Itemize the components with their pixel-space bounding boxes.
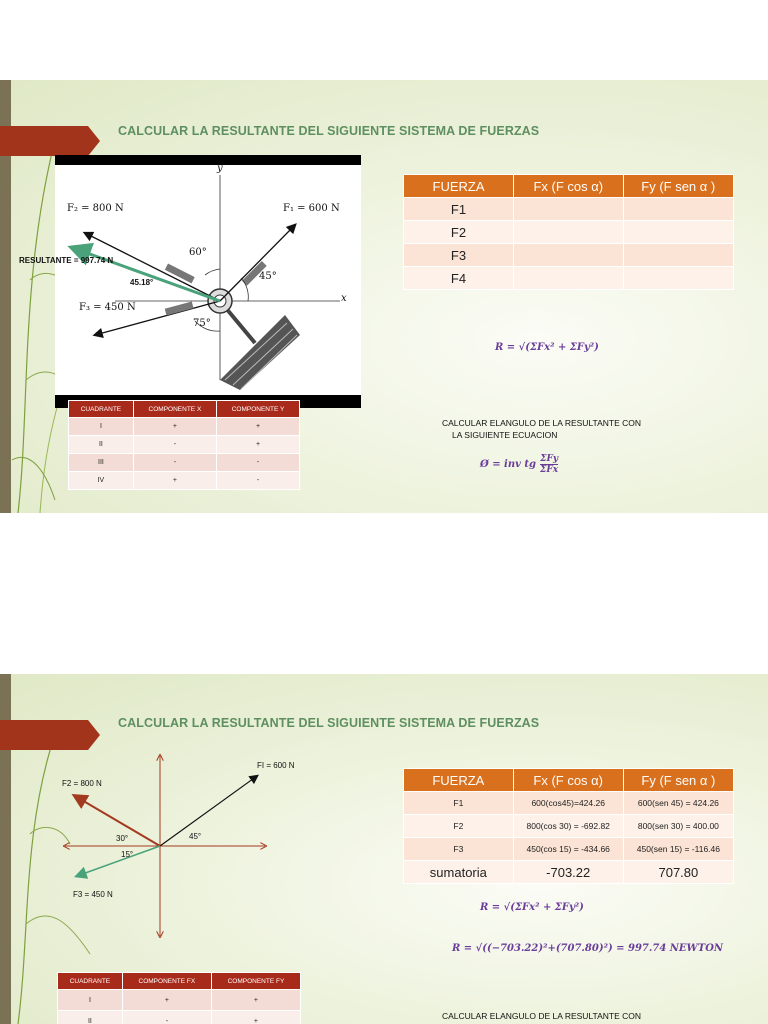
cell-sum-fx: -703.22: [513, 861, 623, 884]
header-componente-fx: COMPONENTE FX: [122, 973, 211, 990]
cell-fx: [514, 267, 623, 290]
f3-vector: [77, 846, 160, 876]
f1-label: F₁ = 600 N: [283, 203, 340, 214]
cell-quadrant: III: [69, 454, 134, 472]
angle-note-line-1: CALCULAR ELANGULO DE LA RESULTANTE CON: [442, 1011, 642, 1021]
header-fuerza: FUERZA: [404, 175, 514, 198]
resultant-formula: R = √(ΣFx² + ΣFy²): [480, 902, 584, 913]
cell-sign-x: -: [133, 454, 216, 472]
table-row: [404, 244, 734, 267]
cell-sign-x: +: [133, 418, 216, 436]
header-cuadrante: CUADRANTE: [69, 401, 134, 418]
quadrant-table-header: [69, 401, 300, 418]
f3-label: F₃ = 450 N: [79, 302, 136, 313]
table-row: [404, 838, 734, 861]
resultant-label: RESULTANTE = 997.74 N: [19, 256, 114, 265]
cell-quadrant: II: [69, 436, 134, 454]
table-row: [404, 815, 734, 838]
f1-vector: [220, 225, 295, 301]
cell-fuerza: F4: [404, 267, 514, 290]
cell-sign-x: +: [133, 472, 216, 490]
resultant-calculation: R = √((−703.22)²+(707.80)²) = 997.74 NEWTON: [452, 943, 724, 954]
angle-60-label: 60°: [189, 247, 207, 258]
header-fx: Fx (F cos α): [513, 769, 623, 792]
cell-sum-label: sumatoria: [404, 861, 514, 884]
turnbuckle-f3: [165, 301, 194, 315]
cell-sign-y: -: [217, 472, 300, 490]
angle-formula-fraction: [540, 454, 558, 475]
quadrant-table: [68, 400, 300, 490]
header-componente-y: COMPONENTE Y: [217, 401, 300, 418]
cell-fy: 800(sen 30) = 400.00: [623, 815, 733, 838]
cell-fuerza: F3: [404, 244, 514, 267]
cell-fuerza: F2: [404, 221, 514, 244]
sum-row: [404, 861, 734, 884]
angle-formula-lhs: Ø = inv tg: [480, 459, 537, 470]
cell-sign-x: -: [133, 436, 216, 454]
f1-vector: [160, 776, 257, 846]
header-componente-x: COMPONENTE X: [133, 401, 216, 418]
angle-45-label: 45°: [259, 271, 277, 282]
header-fy: Fy (F sen α ): [623, 175, 734, 198]
vector-diagram: [55, 746, 315, 946]
f2-vector: [85, 233, 220, 301]
cell-fuerza: F1: [404, 198, 514, 221]
f2-label: F₂ = 800 N: [67, 203, 124, 214]
cell-quadrant: II: [58, 1011, 123, 1024]
resultant-formula: R = √(ΣFx² + ΣFy²): [495, 342, 599, 353]
cell-sign-y: +: [217, 418, 300, 436]
cell-quadrant: I: [69, 418, 134, 436]
table-row: [58, 990, 301, 1011]
f3-label: F3 = 450 N: [73, 890, 113, 899]
cell-fx: [514, 198, 623, 221]
force-diagram: [55, 155, 361, 408]
force-table: [403, 174, 734, 290]
header-fx: Fx (F cos α): [514, 175, 623, 198]
cell-fuerza: F2: [404, 815, 514, 838]
table-row: [69, 472, 300, 490]
cell-sign-x: -: [122, 1011, 211, 1024]
table-row: [58, 1011, 301, 1024]
table-row: [69, 436, 300, 454]
cell-fy: 600(sen 45) = 424.26: [623, 792, 733, 815]
angle-75-label: 75°: [193, 318, 211, 329]
cell-fx: 800(cos 30) = -692.82: [513, 815, 623, 838]
y-axis-label: y: [217, 163, 223, 174]
force-table-header: [404, 175, 734, 198]
slide-2: [0, 674, 768, 1024]
support-block: [220, 315, 300, 390]
force-table-header: [404, 769, 734, 792]
quadrant-table-header: [58, 973, 301, 990]
f1-label: FI = 600 N: [257, 761, 295, 770]
cell-sign-y: +: [217, 436, 300, 454]
cell-sign-x: +: [122, 990, 211, 1011]
angle-formula: [480, 454, 558, 475]
cell-sign-y: +: [211, 990, 300, 1011]
header-cuadrante: CUADRANTE: [58, 973, 123, 990]
cell-fx: 600(cos45)=424.26: [513, 792, 623, 815]
angle-15-label: 15°: [121, 850, 134, 859]
cell-fy: [623, 267, 734, 290]
f2-label: F2 = 800 N: [62, 779, 102, 788]
slide-title: CALCULAR LA RESULTANTE DEL SIGUIENTE SISTEMA DE FUERZAS: [118, 124, 540, 138]
cell-sign-y: +: [211, 1011, 300, 1024]
cell-quadrant: IV: [69, 472, 134, 490]
slide-title: CALCULAR LA RESULTANTE DEL SIGUIENTE SISTEMA DE FUERZAS: [118, 716, 540, 730]
header-fy: Fy (F sen α ): [623, 769, 733, 792]
force-diagram-svg: [55, 165, 361, 395]
cell-fx: 450(cos 15) = -434.66: [513, 838, 623, 861]
cell-fy: [623, 198, 734, 221]
angle-45-label: 45°: [189, 832, 202, 841]
angle-arc-60: [205, 269, 220, 275]
cell-fx: [514, 244, 623, 267]
angle-note-line-1: CALCULAR ELANGULO DE LA RESULTANTE CON: [442, 418, 642, 428]
table-row: [404, 221, 734, 244]
angle-4518-label: 45.18°: [130, 278, 154, 287]
table-row: [404, 792, 734, 815]
angle-formula-denominator: ΣFx: [540, 465, 559, 475]
cell-fy: [623, 244, 734, 267]
table-row: [69, 418, 300, 436]
cell-fx: [514, 221, 623, 244]
cell-fy: [623, 221, 734, 244]
angle-note-line-2: LA SIGUIENTE ECUACION: [452, 430, 558, 440]
cell-quadrant: I: [58, 990, 123, 1011]
header-componente-fy: COMPONENTE FY: [211, 973, 300, 990]
angle-formula-numerator: ΣFy: [540, 454, 559, 464]
force-table: [403, 768, 734, 884]
cell-fuerza: F3: [404, 838, 514, 861]
table-row: [404, 198, 734, 221]
angle-30-label: 30°: [116, 834, 129, 843]
slide-1: [0, 80, 768, 513]
header-fuerza: FUERZA: [404, 769, 514, 792]
quadrant-table: [57, 972, 301, 1024]
cell-sum-fy: 707.80: [623, 861, 733, 884]
cell-fuerza: F1: [404, 792, 514, 815]
cell-sign-y: -: [217, 454, 300, 472]
cell-fy: 450(sen 15) = -116.46: [623, 838, 733, 861]
x-axis-label: x: [341, 293, 347, 304]
table-row: [404, 267, 734, 290]
table-row: [69, 454, 300, 472]
title-arrow-shape: [0, 126, 100, 156]
